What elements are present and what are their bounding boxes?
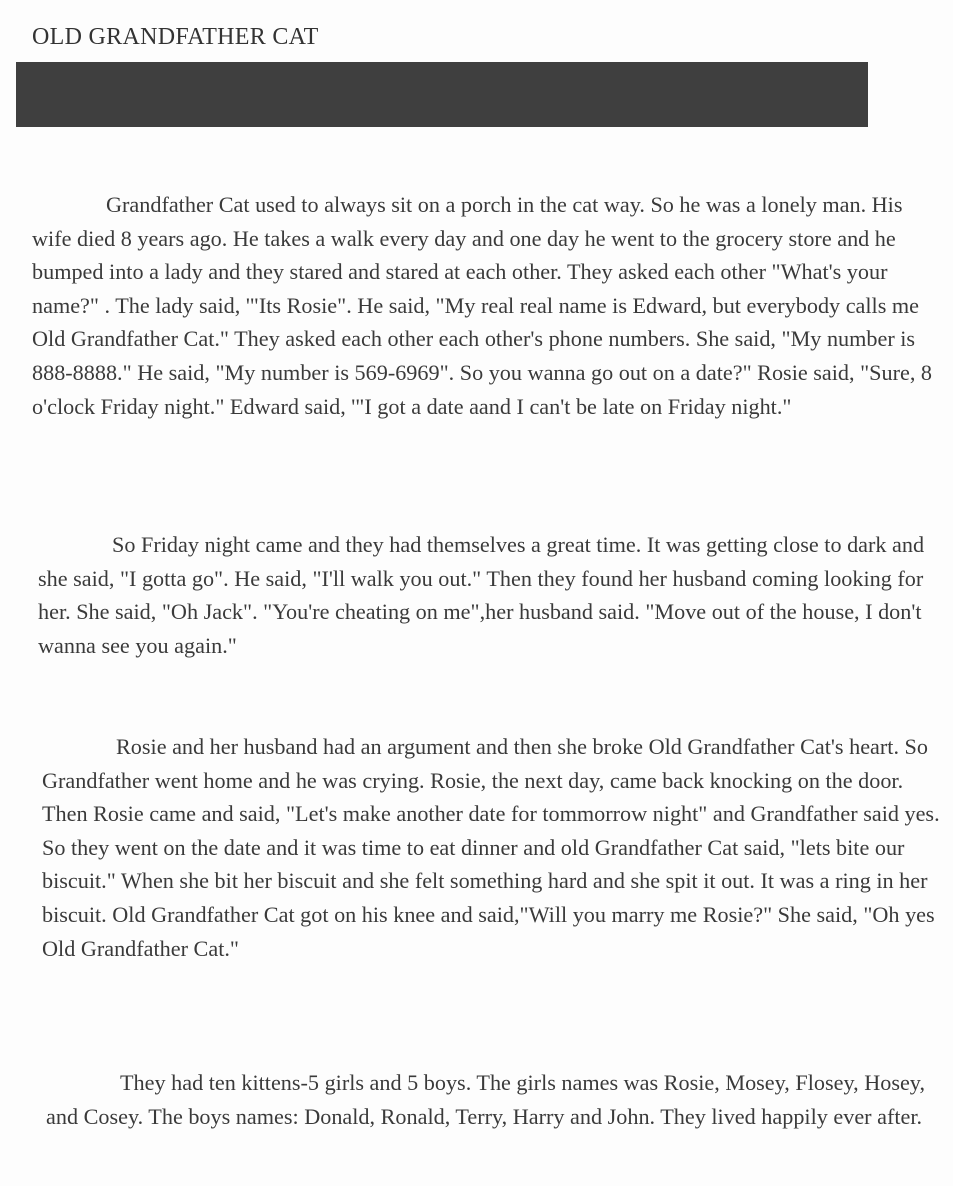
story-paragraph-3: Rosie and her husband had an argument and then she broke Old Grandfather Cat's heart. So Grandfather went home and he was crying. Rosie, the next day, came back knocking on the door. Then Rosie came and said, "Let's make another date for tommorrow night" and Grandfather said yes. So they went on the date and it was time to eat dinner and old Grandfather Cat said, "lets bite our biscuit." When she bit her biscuit and she felt something hard and she spit it out. It was a ring in her biscuit. Old Grandfather Cat got on his knee and said,"Will you marry me Rosie?" She said, "Oh yes Old Grandfather Cat." (42, 734, 940, 961)
document-title: OLD GRANDFATHER CAT (32, 24, 319, 50)
redaction-bar (16, 62, 868, 127)
story-paragraph-1: Grandfather Cat used to always sit on a porch in the cat way. So he was a lonely man. His wife died 8 years ago. He takes a walk every day and one day he went to the grocery store and he bumped into a lady and they stared and stared at each other. They asked each other "What's your name?" . The lady said, '"Its Rosie". He said, "My real real name is Edward, but everybody calls me Old Grandfather Cat." They asked each other each other's phone numbers. She said, "My number is 888-8888." He said, "My number is 569-6969". So you wanna go out on a date?" Rosie said, "Sure, 8 o'clock Friday night." Edward said, '"I got a date aand I can't be late on Friday night." (32, 192, 933, 419)
story-paragraph-4: They had ten kittens-5 girls and 5 boys. The girls names was Rosie, Mosey, Flosey, Hosey, and Cosey. The boys names: Donald, Ronald, Terry, Harry and John. They lived happily ever after. (46, 1070, 926, 1129)
story-paragraph-2: So Friday night came and they had themselves a great time. It was getting close to dark and she said, "I gotta go". He said, "I'll walk you out." Then they found her husband coming looking for her. She said, "Oh Jack". "You're cheating on me",her husband said. "Move out of the house, I don't wanna see you again." (38, 532, 925, 658)
